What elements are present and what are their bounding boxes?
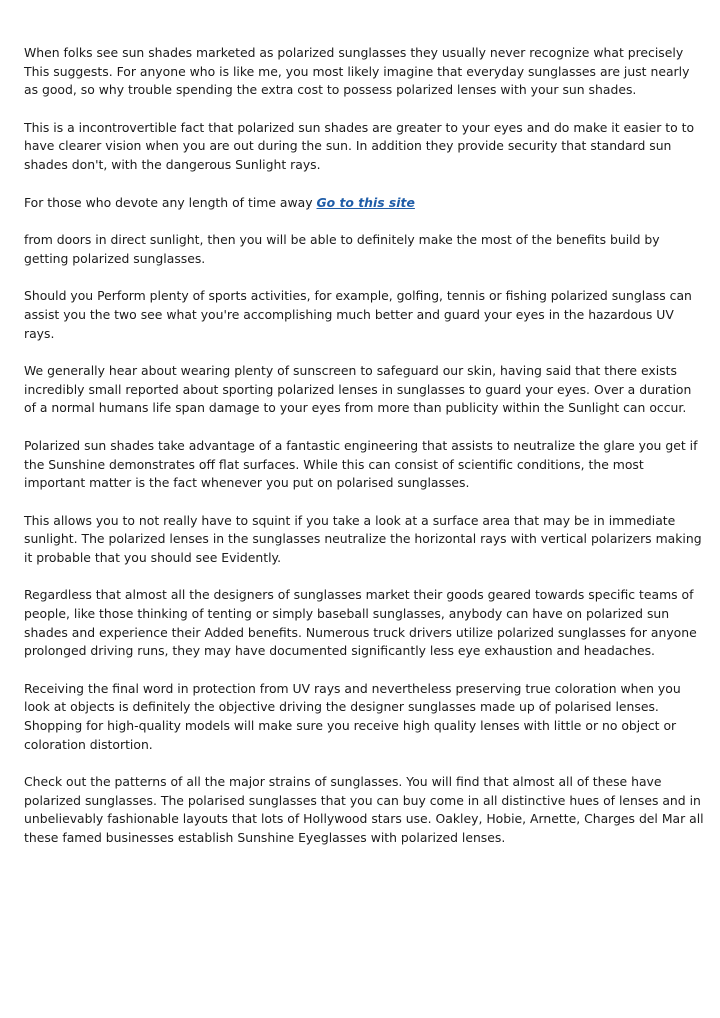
paragraph-3-text: For those who devote any length of time away	[24, 194, 317, 210]
paragraph-7: Polarized sun shades take advantage of a fantastic engineering that assists to neutralize the glare you get if the Sunshine demonstrates off flat surfaces. While this can consist of scientific conditions, the most important matter is the fact whenever you put on polarised sunglasses.	[24, 437, 698, 491]
paragraph-10: Receiving the final word in protection from UV rays and nevertheless preserving true coloration when you look at objects is definitely the objective driving the designer sunglasses made up of polarised lenses. Shopping for high-quality models will make sure you receive high quality lenses with little or no object or coloration distortion.	[24, 680, 681, 752]
paragraph-1: When folks see sun shades marketed as polarized sunglasses they usually never recognize what precisely This suggests. For anyone who is like me, you most likely imagine that everyday sunglasses are just nearly as good, so why trouble spending the extra cost to possess polarized lenses with your sun shades.	[24, 45, 690, 98]
paragraph-8: This allows you to not really have to squint if you take a look at a surface area that may be in immediate sunlight. The polarized lenses in the sunglasses neutralize the horizontal rays with vertical polarizers making it probable that you should see Evidently.	[24, 512, 702, 565]
paragraph-11: Check out the patterns of all the major strains of sunglasses. You will find that almost all of these have polarized sunglasses. The polarised sunglasses that you can buy come in all distinctive hues of lenses and in unbelievably fashionable layouts that lots of Hollywood stars use. Oakley, Hobie, Arnette, Charges del Mar all these famed businesses establish Sunshine Eyeglasses with polarized lenses.	[24, 774, 704, 845]
paragraph-4: from doors in direct sunlight, then you will be able to definitely make the most of the benefits build by getting polarized sunglasses.	[24, 232, 660, 266]
paragraph-3	[24, 194, 704, 213]
go-to-site-link[interactable]: Go to this site	[316, 194, 415, 210]
paragraph-6: We generally hear about wearing plenty of sunscreen to safeguard our skin, having said that there exists incredibly small reported about sporting polarized lenses in sunglasses to guard your eyes. Over a duration of a normal humans life span damage to your eyes from more than publicity within the Sunlight can occur.	[24, 363, 692, 416]
document-body	[24, 44, 704, 867]
paragraph-9: Regardless that almost all the designers of sunglasses market their goods geared towards specific teams of people, like those thinking of tenting or simply baseball sunglasses, anybody can have on polarized sun shades and experience their Added benefits. Numerous truck drivers utilize polarized sunglasses for anyone prolonged driving runs, they may have documented significantly less eye exhaustion and headaches.	[24, 587, 697, 659]
paragraph-5: Should you Perform plenty of sports activities, for example, golfing, tennis or fishing polarized sunglass can assist you the two see what you're accomplishing much better and guard your eyes in the hazardous UV rays.	[24, 288, 692, 341]
paragraph-2: This is a incontrovertible fact that polarized sun shades are greater to your eyes and do make it easier to to have clearer vision when you are out during the sun. In addition they provide security that standard sun shades don't, with the dangerous Sunlight rays.	[24, 119, 695, 172]
